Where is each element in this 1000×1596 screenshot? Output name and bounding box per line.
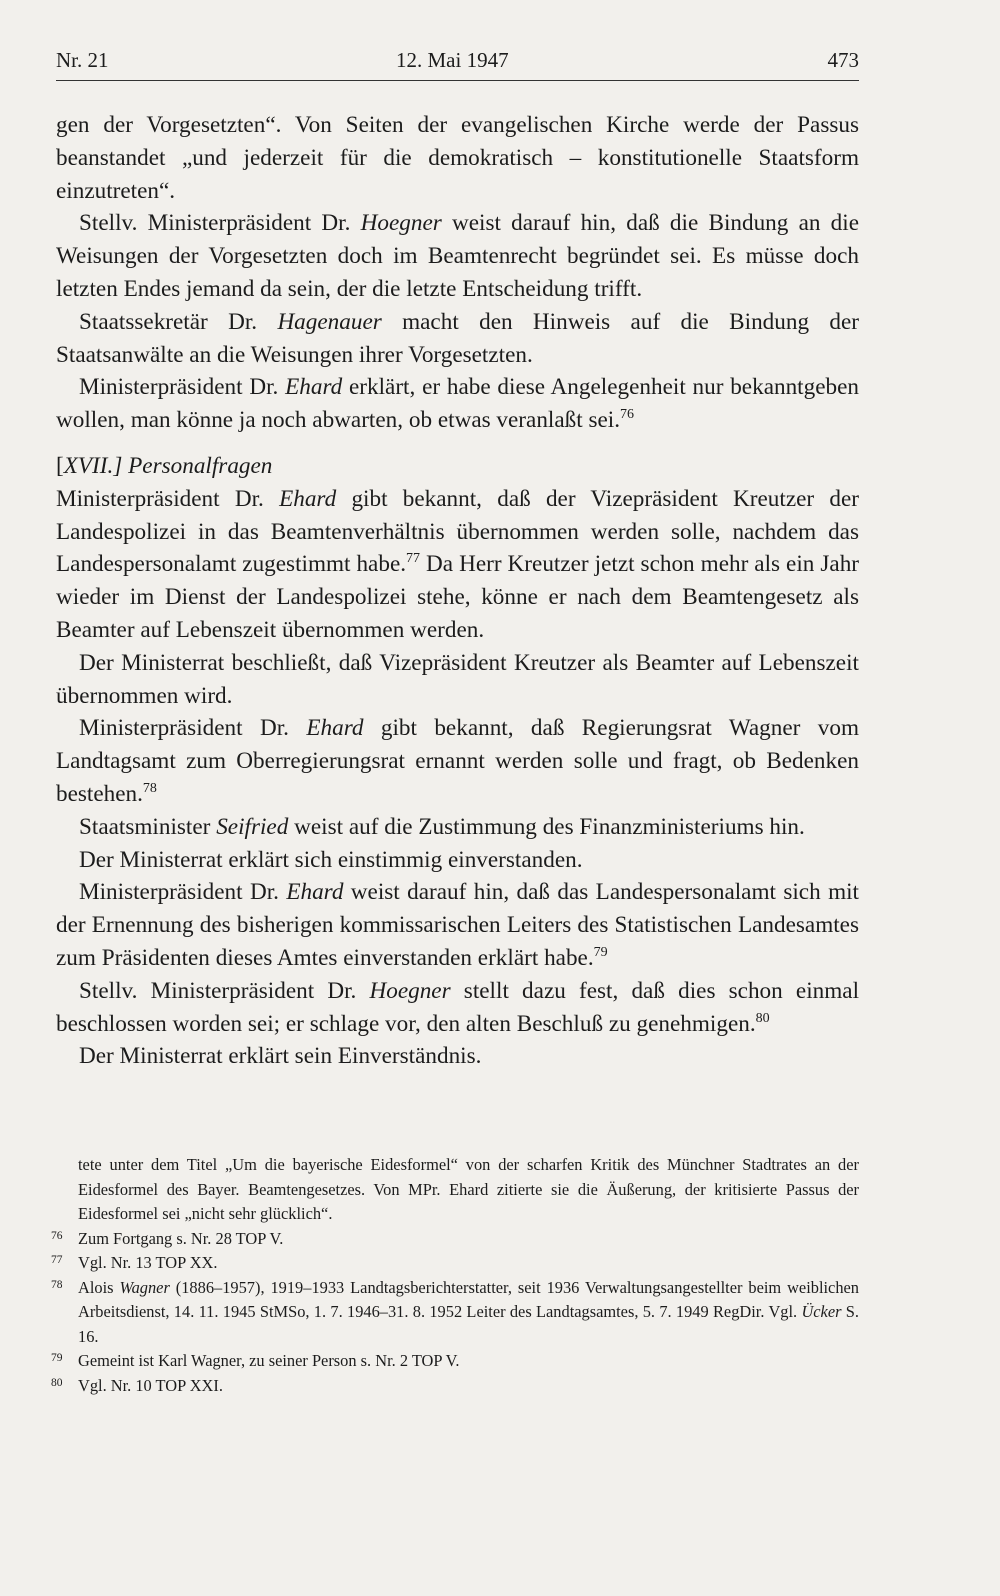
running-header [56,46,859,81]
paragraph: Ministerpräsident Dr. Ehard gibt bekannt, daß der Vizepräsident Kreutzer der Landespolizei in das Beamtenverhältnis übernommen werden solle, nachdem das Landespersonalamt zugestimmt habe.$^{77}$ Da Herr Kreutzer jetzt schon mehr als ein Jahr wieder im Dienst der Landespolizei stehe, könne er nach dem Beamtengesetz als Beamter auf Lebenszeit übernommen werden. [56,485,860,643]
footnote-ref: 79 [593,944,608,960]
footnote-number: 79 [51,1352,63,1364]
issue-number: Nr. 21 [56,48,109,72]
person-name: Ehard [285,374,343,401]
session-date: 12. Mai 1947 [396,48,509,72]
paragraph: Ministerpräsident Dr. Ehard weist darauf hin, daß das Landespersonalamt sich mit der Ernennung des bisherigen kommissarischen Leiters des Statistischen Landesamtes zum Präsidenten dieses Amtes einverstanden erklärt habe.$^{79}$ [56,879,859,971]
paragraph: Stellv. Ministerpräsident Dr. Hoegner weist darauf hin, daß die Bindung an die Weisungen der Vorgesetzten doch im Beamtenrecht begründet sei. Es müsse doch letzten Endes jemand da sein, der die letzte Entscheidung trifft. [56,210,860,302]
footnote-number: 78 [51,1278,63,1291]
person-name: Ehard [286,879,344,906]
person-name: Hagenauer [277,308,382,335]
paragraph: Staatssekretär Dr. Hagenauer macht den Hinweis auf die Bindung der Staatsanwälte an die Weisungen ihrer Vorgesetzten. [56,308,859,368]
paragraph: Stellv. Ministerpräsident Dr. Hoegner stellt dazu fest, daß dies schon einmal beschlossen worden sei; er schlage vor, den alten Beschluß zu genehmigen.$^{80}$ [56,977,860,1037]
page-number: 473 [827,48,859,72]
footnote-number: 76 [51,1229,63,1242]
footnotes [51,1153,859,1398]
footnote-79: 79 Gemeint ist Karl Wagner, zu seiner Person s. Nr. 2 TOP V. [78,1349,859,1374]
person-name: Hoegner [369,977,451,1004]
person-name: Seifried [216,813,289,840]
main-text [56,109,859,1073]
section-heading: [XVII.] Personalfragen [56,452,273,479]
person-name: Ehard [279,485,337,512]
paragraph: Der Ministerrat erklärt sein Einverständnis. [79,1043,482,1070]
footnote-ref: 80 [755,1010,770,1026]
footnote-ref: 76 [620,407,635,423]
paragraph: Ministerpräsident Dr. Ehard erklärt, er habe diese Angelegenheit nur bekanntgeben wollen, man könne ja noch abwarten, ob etwas veranlaßt sei.$^{76}$ [56,374,859,434]
person-name: Ehard [306,715,364,742]
paragraph: Der Ministerrat beschließt, daß Vizepräsident Kreutzer als Beamter auf Lebenszeit übernommen wird. [56,649,859,709]
paragraph: Der Ministerrat erklärt sich einstimmig einverstanden. [79,846,583,873]
paragraph: gen der Vorgesetzten“. Von Seiten der evangelischen Kirche werde der Passus beanstandet „und jederzeit für die demokratisch – konstitutionelle Staatsform einzutreten“. [56,112,859,204]
paragraph: Ministerpräsident Dr. Ehard gibt bekannt, daß Regierungsrat Wagner vom Landtagsamt zum Oberregierungsrat ernannt werden solle und fragt, ob Bedenken bestehen.$^{78}$ [56,715,859,807]
footnote-80: 80 Vgl. Nr. 10 TOP XXI. [78,1374,859,1399]
footnote-77: 77 Vgl. Nr. 13 TOP XX. [78,1251,859,1276]
footnote-continuation: tete unter dem Titel „Um die bayerische Eidesformel“ von der scharfen Kritik des Münchner Stadtrates an der Eidesformel des Bayer. Beamtengesetzes. Von MPr. Ehard zitierte sie die Äußerung, der kritisierte Passus der Eidesformel sei „nicht sehr glücklich“. [78,1155,859,1223]
paragraph: Staatsminister Seifried weist auf die Zustimmung des Finanzministeriums hin. [79,813,805,840]
footnote-78: 78 Alois Wagner (1886–1957), 1919–1933 Landtagsberichterstatter, seit 1936 Verwaltungsangestellter beim weiblichen Arbeitsdienst, 14. 11. 1945 StMSo, 1. 7. 1946–31. 8. 1952 Leiter des Landtagsamtes, 5. 7. 1949 RegDir. Vgl. Ücker S. 16. [78,1276,859,1350]
person-name: Hoegner [360,210,442,237]
footnote-ref: 77 [406,551,421,567]
footnote-number: 77 [51,1254,63,1266]
footnote-ref: 78 [142,780,157,796]
footnote-number: 80 [51,1376,63,1389]
footnote-76: 76 Zum Fortgang s. Nr. 28 TOP V. [78,1227,859,1252]
